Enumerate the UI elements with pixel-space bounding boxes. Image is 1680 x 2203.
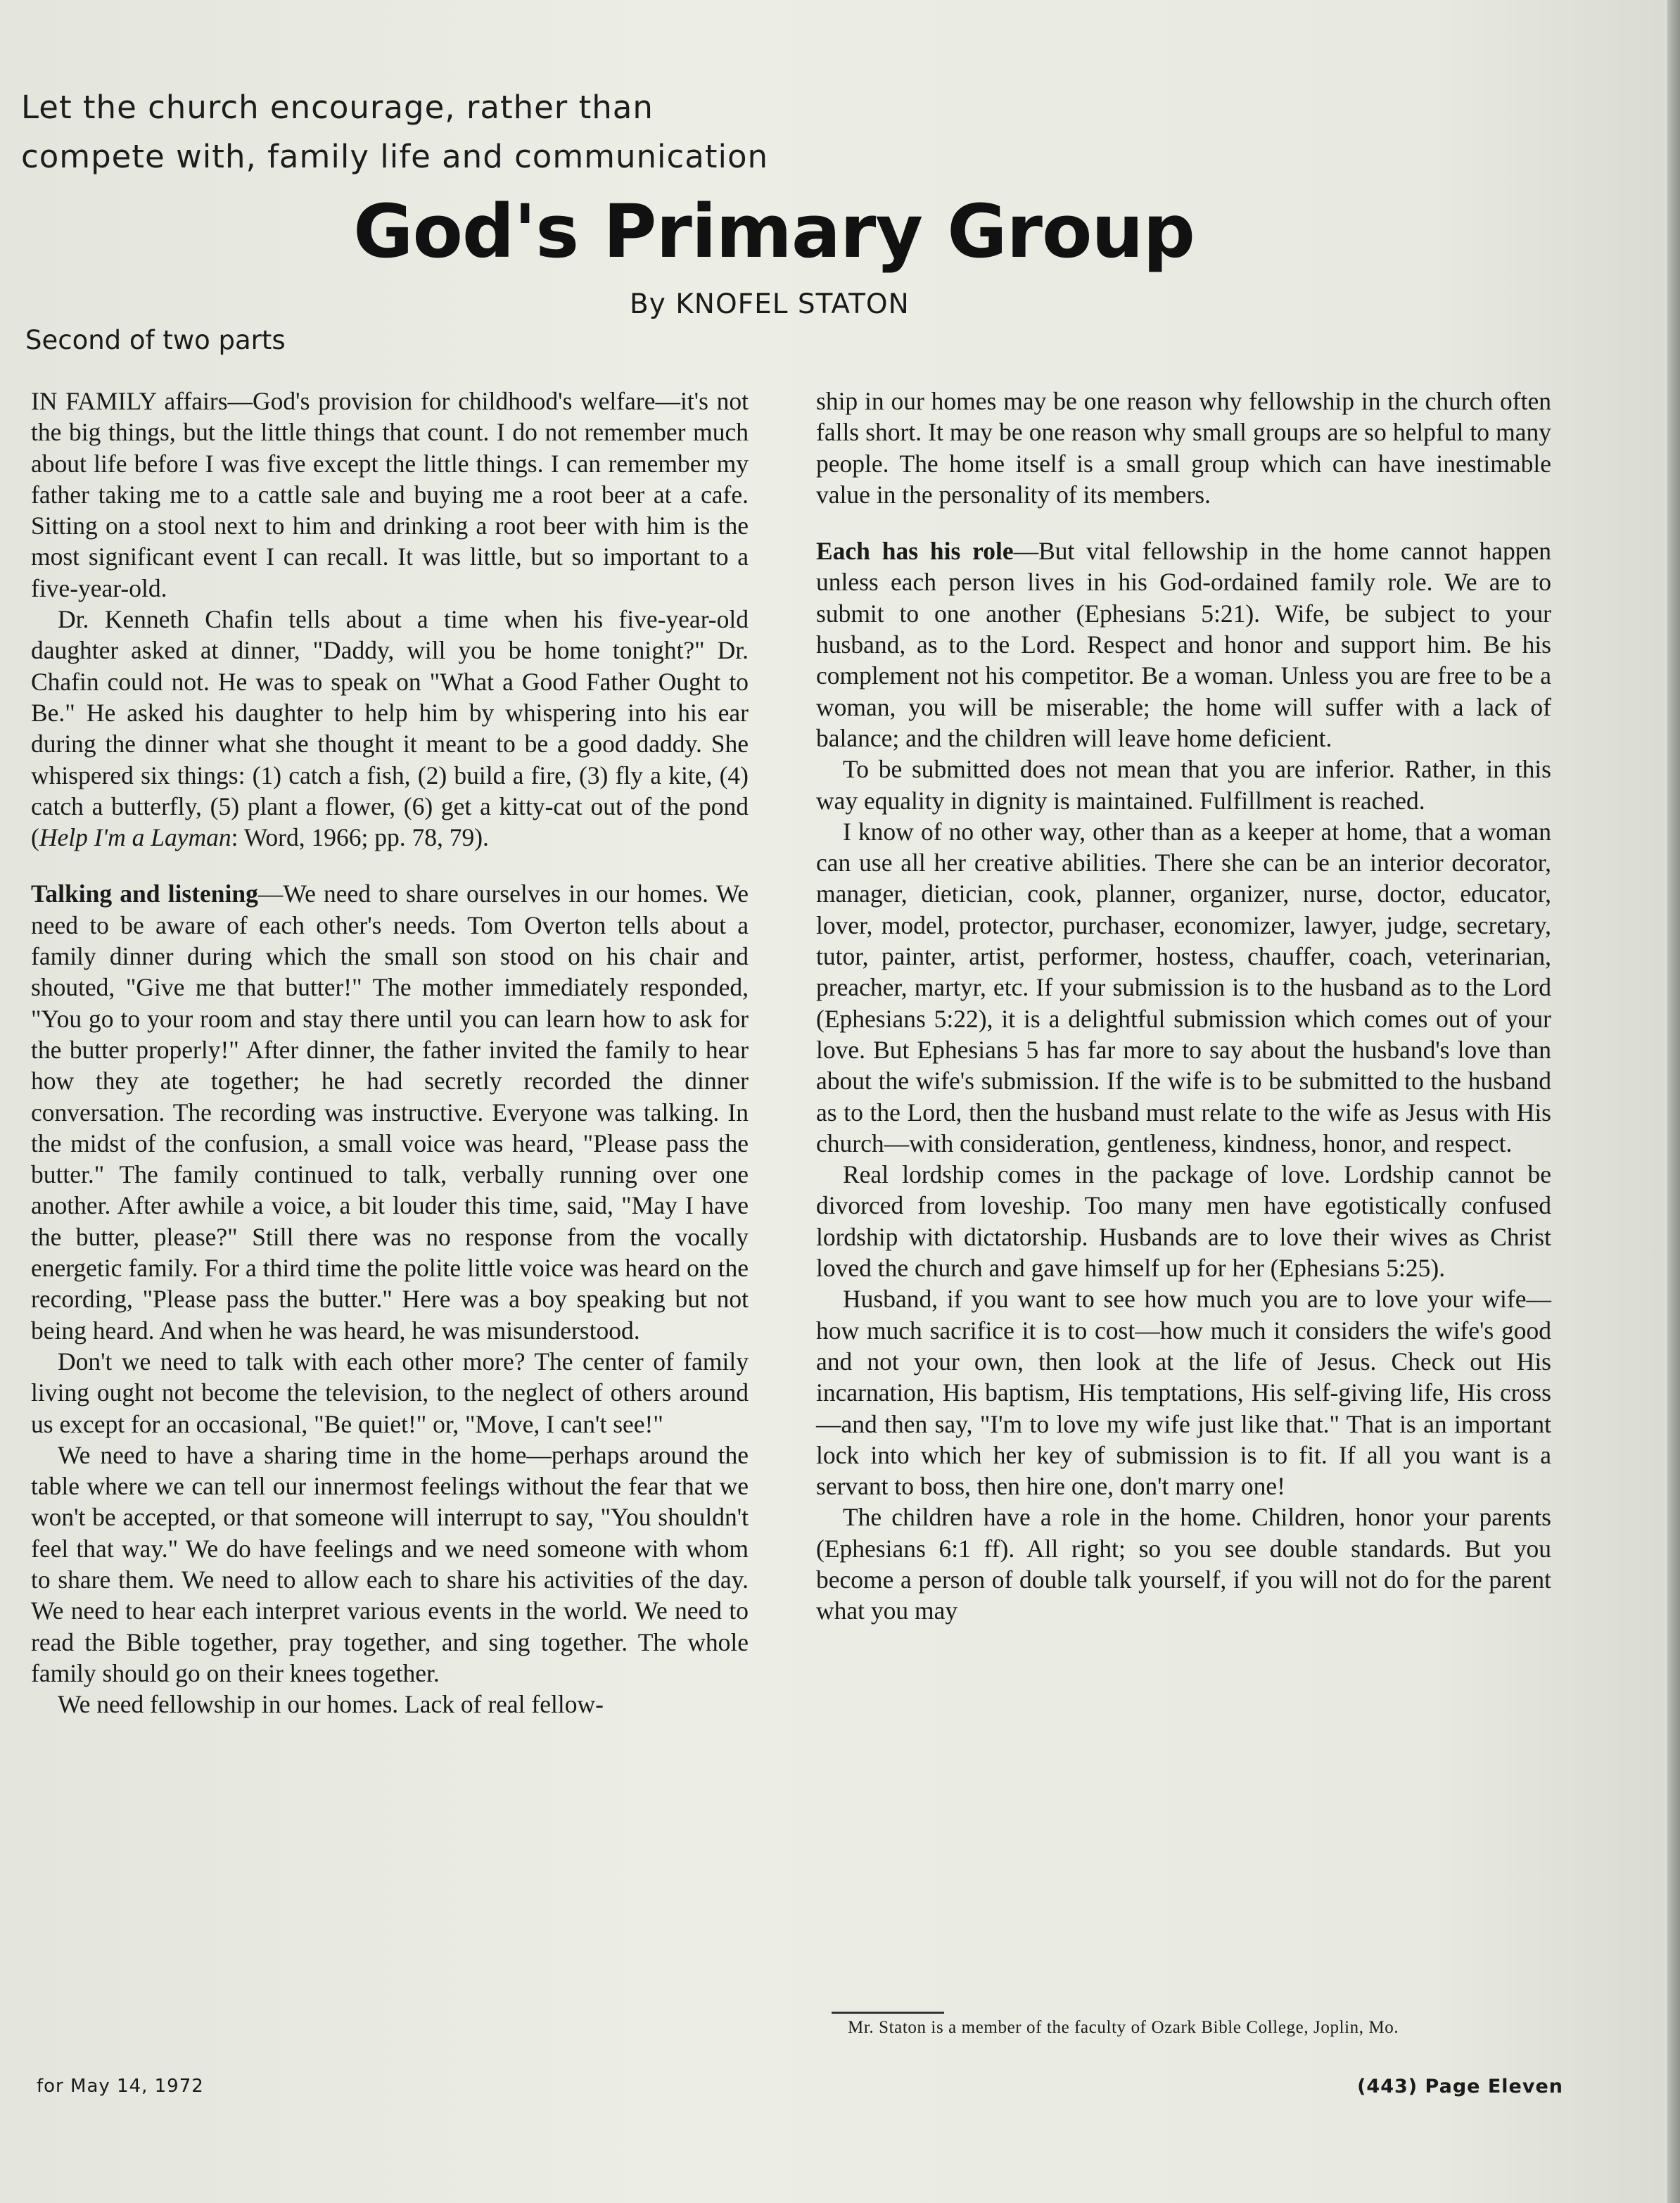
book-citation: Help I'm a Layman bbox=[39, 823, 231, 852]
section-heading: Talking and listening bbox=[31, 880, 258, 908]
paragraph: I know of no other way, other than as a keeper at home, that a woman can use all her creative abilities. There she can be an interior decorator, manager, dietician, cook, planner, organizer, nurse, doctor, educator, lover, model, protector, purchaser, economizer, lawyer, judge, secretary, tutor, painter, artist, performer, hostess, chauffer, coach, veterinarian, preacher, martyr, etc. If your submission is to the husband as to the Lord (Ephesians 5:22), it is a delightful submission which comes out of your love. But Ephesians 5 has far more to say about the husband's love than about the wife's submission. If the wife is to be submitted to the husband as to the Lord, then the husband must relate to the wife as Jesus with His church—with consideration, gentleness, kindness, honor, and respect. bbox=[816, 817, 1551, 1157]
page-spine-shadow bbox=[1667, 0, 1680, 2203]
paragraph bbox=[31, 878, 749, 1345]
paragraph: Real lordship comes in the package of love. Lordship cannot be divorced from loveship. Too many men have egotistically confused lordship with dictatorship. Husbands are to love their wives as Christ loved the church and gave himself up for her (Ephesians 5:25). bbox=[816, 1160, 1551, 1283]
series-label: Second of two parts bbox=[25, 325, 286, 355]
paragraph-text: —But vital fellowship in the home cannot happen unless each person lives in his God-ordained family role. We are to submit to one another (Ephesians 5:21). Wife, be subject to your husband, as to the Lord. Respect and honor and support him. Be his complement not his competitor. Be a woman. Unless you are free to be a woman, you will be miserable; the home will suffer with a lack of balance; and the children will leave home deficient. bbox=[816, 537, 1551, 752]
paragraph bbox=[31, 604, 749, 853]
left-column bbox=[31, 386, 749, 1720]
kicker-line-2: compete with, family life and communication bbox=[21, 138, 769, 175]
paragraph: Husband, if you want to see how much you are to love your wife—how much sacrifice it is to cost—how much it considers the wife's good and not your own, then look at the life of Jesus. Check out His incarnation, His baptism, His temptations, His self-giving life, His cross—and then say, "I'm to love my wife just like that." That is an important lock into which her key of submission is to fit. If all you want is a servant to boss, then hire one, don't marry one! bbox=[816, 1285, 1551, 1501]
kicker bbox=[21, 83, 768, 182]
paragraph-text: : Word, 1966; pp. 78, 79). bbox=[231, 823, 489, 852]
paragraph-text: Dr. Kenneth Chafin tells about a time when his five-year-old daughter asked at dinner, "Daddy, will you be home tonight?" Dr. Chafin could not. He was to speak on "What a Good Father Ought to Be." He asked his daughter to help him by whispering into his ear during the dinner what she thought it meant to be a good daddy. She whispered six things: (1) catch a fish, (2) build a fire, (3) fly a kite, (4) catch a butterfly, (5) plant a flower, (6) get a kitty-cat out of the pond ( bbox=[31, 605, 749, 852]
section-heading: Each has his role bbox=[816, 537, 1014, 566]
byline: By KNOFEL STATON bbox=[630, 288, 910, 320]
paragraph bbox=[816, 535, 1551, 754]
page-number: (443) Page Eleven bbox=[1357, 2076, 1563, 2097]
article-title: God's Primary Group bbox=[353, 189, 1195, 274]
issue-date: for May 14, 1972 bbox=[37, 2076, 204, 2097]
paragraph: IN FAMILY affairs—God's provision for childhood's welfare—it's not the big things, but the little things that count. I do not remember much about life before I was five except the little things. I can remember my father taking me to a cattle sale and buying me a root beer at a cafe. Sitting on a stool next to him and drinking a root beer with him is the most significant event I can recall. It was little, but so important to a five-year-old. bbox=[31, 387, 749, 602]
right-column bbox=[816, 386, 1551, 1627]
paragraph: We need to have a sharing time in the home—perhaps around the table where we can tell our innermost feelings without the fear that we won't be accepted, or that someone will interrupt to say, "You shouldn't feel that way." We do have feelings and we need someone with whom to share them. We need to allow each to share his activities of the day. We need to hear each interpret various events in the world. We need to read the Bible together, pray together, and sing together. The whole family should go on their knees together. bbox=[31, 1440, 749, 1687]
paragraph-text: —We need to share ourselves in our homes. We need to be aware of each other's needs. Tom Overton tells about a family dinner during which the small son stood on his chair and shouted, "Give me that butter!" The mother immediately responded, "You go to your room and stay there until you can learn how to ask for the butter properly!" After dinner, the father invited the family to hear how they ate together; he had secretly recorded the dinner conversation. The recording was instructive. Everyone was talking. In the midst of the confusion, a small voice was heard, "Please pass the butter." The family continued to talk, verbally running over one another. After awhile a voice, a bit louder this time, said, "May I have the butter, please?" Still there was no response from the vocally energetic family. For a third time the polite little voice was heard on the recording, "Please pass the butter." Here was a boy speaking but not being heard. And when he was heard, he was misunderstood. bbox=[31, 880, 749, 1345]
author-footnote: Mr. Staton is a member of the faculty of Ozark Bible College, Joplin, Mo. bbox=[848, 2018, 1399, 2037]
footnote-rule bbox=[832, 2012, 944, 2014]
paragraph: ship in our homes may be one reason why fellowship in the church often falls short. It may be one reason why small groups are so helpful to many people. The home itself is a small group which can have inestimable value in the personality of its members. bbox=[816, 387, 1551, 509]
paragraph: Don't we need to talk with each other more? The center of family living ought not become the television, to the neglect of others around us except for an occasional, "Be quiet!" or, "Move, I can't see!" bbox=[31, 1347, 749, 1438]
paragraph: The children have a role in the home. Children, honor your parents (Ephesians 6:1 ff). All right; so you see double standards. But you become a person of double talk yourself, if you will not do for the parent what you may bbox=[816, 1503, 1551, 1625]
paragraph: We need fellowship in our homes. Lack of real fellow- bbox=[58, 1690, 604, 1719]
paragraph: To be submitted does not mean that you are inferior. Rather, in this way equality in dignity is maintained. Fulfillment is reached. bbox=[816, 755, 1551, 815]
kicker-line-1: Let the church encourage, rather than bbox=[21, 89, 654, 126]
